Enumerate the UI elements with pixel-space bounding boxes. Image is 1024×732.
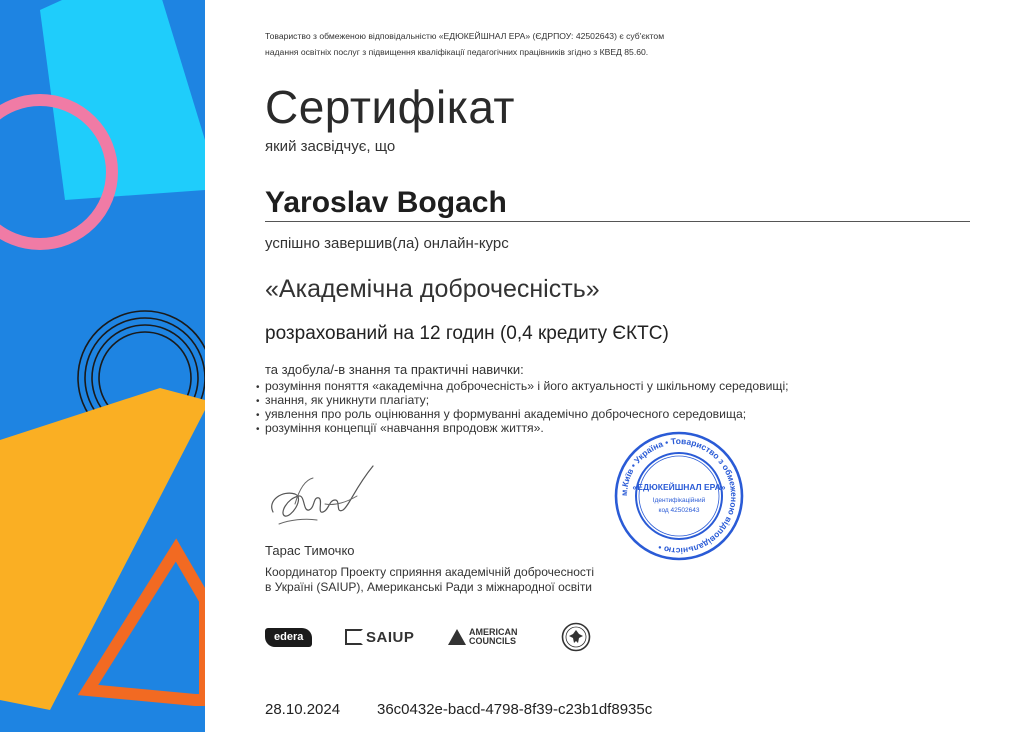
american-councils-line: AMERICAN	[469, 627, 518, 637]
course-name: «Академічна доброчесність»	[265, 275, 600, 303]
stamp-id-code: код 42502643	[658, 507, 700, 514]
completed-text: успішно завершив(ла) онлайн-курс	[265, 235, 509, 252]
skill-item: • знання, як уникнути плагіату;	[256, 393, 789, 407]
saiup-logo	[345, 622, 414, 652]
skills-intro: та здобула/-в знання та практичні навички:	[265, 362, 524, 377]
american-councils-logo-icon	[448, 629, 466, 645]
signer-role-line: в Україні (SAIUP), Американські Ради з міжнародної освіти	[265, 580, 593, 594]
certificate-title: Сертифікат	[265, 81, 515, 133]
stamp-company-name: «ЕДЮКЕЙШНАЛ ЕРА»	[632, 482, 726, 492]
legal-notice-line: Товариство з обмеженою відповідальністю «ЕДЮКЕЙШНАЛ ЕРА» (ЄДРПОУ: 42502643) є суб'єктом	[265, 31, 665, 41]
skill-item: • розуміння поняття «академічна доброчесність» і його актуальності у шкільному середовищі;	[256, 379, 789, 393]
course-hours: розрахований на 12 годин (0,4 кредиту ЄКТС)	[265, 323, 669, 344]
name-underline	[265, 221, 970, 222]
certificate-id: 36c0432e-bacd-4798-8f39-c23b1df8935c	[377, 701, 653, 718]
edera-logo	[265, 622, 312, 652]
handwritten-signature	[265, 460, 380, 535]
skills-list	[256, 379, 789, 435]
signer-role-line: Координатор Проекту сприяння академічній доброчесності	[265, 565, 595, 579]
stamp-outer-text: м.Київ • Україна • Товариство з обмеженою відповідальністю •	[618, 435, 740, 557]
decorative-side-panel	[0, 0, 205, 732]
legal-notice-line: надання освітніх послуг з підвищення кваліфікації педагогічних працівників згідно з КВЕД 85.60.	[265, 47, 649, 57]
signer-name: Тарас Тимочко	[265, 543, 355, 558]
us-embassy-seal-icon	[561, 622, 591, 652]
skill-item: • уявлення про роль оцінювання у формуванні академічно доброчесного середовища;	[256, 407, 789, 421]
certifies-text: який засвідчує, що	[265, 138, 396, 155]
official-stamp	[613, 430, 745, 562]
partner-logos	[265, 622, 605, 652]
legal-notice	[265, 28, 664, 60]
recipient-name: Yaroslav Bogach	[265, 186, 507, 219]
issue-date: 28.10.2024	[265, 701, 341, 718]
saiup-logo-icon	[345, 629, 363, 645]
american-councils-line: COUNCILS	[469, 636, 516, 646]
stamp-id-label: Ідентифікаційний	[652, 497, 706, 504]
saiup-logo-text: SAIUP	[366, 628, 415, 646]
signer-role	[265, 565, 594, 595]
edera-logo-text: edera	[265, 628, 312, 647]
american-councils-logo	[448, 622, 518, 652]
skill-item: • розуміння концепції «навчання впродовж життя».	[256, 421, 789, 435]
